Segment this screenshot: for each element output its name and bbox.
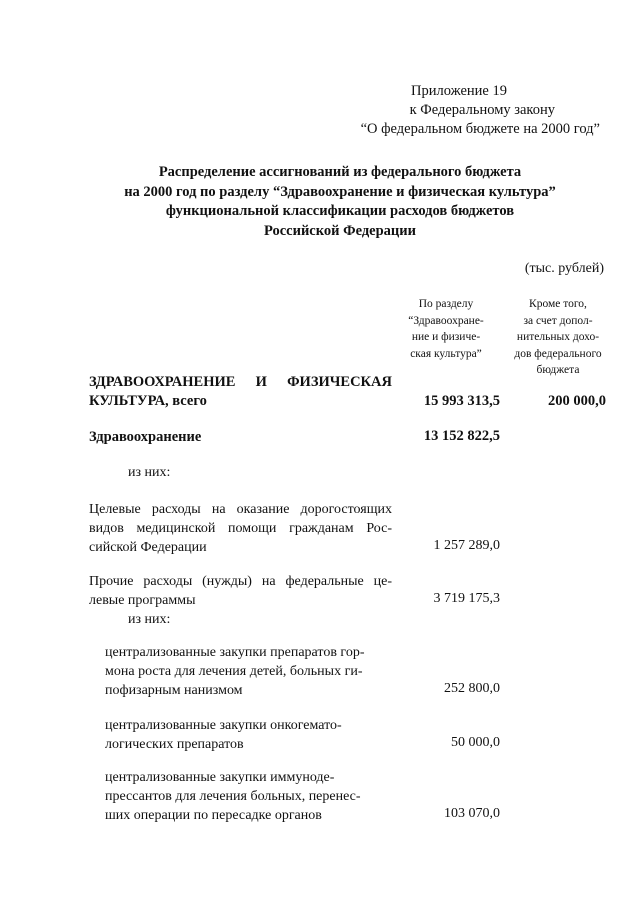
appendix-law-title: “О федеральном бюджете на 2000 год” [360,121,600,137]
row-total-label-line2: КУЛЬТУРА, всего [89,393,207,409]
column-header-line: По разделу [418,298,474,310]
appendix-header [300,82,600,139]
column-header-line: бюджета [536,364,580,376]
row-target-label [89,500,392,557]
word: Целевые [89,502,141,517]
word: помощи [228,521,277,536]
word: це- [373,574,392,589]
word: на [211,502,226,517]
word: расходы [143,574,193,589]
title-line: на 2000 год по разделу “Здравоохранение и физическая культура” [124,183,556,200]
column-header-additional [500,296,616,379]
row-other-value: 3 719 175,3 [433,591,500,606]
of-which-label: из них: [128,612,171,627]
title-line: функциональной классификации расходов бюджетов [165,203,515,219]
word: расходы [151,502,201,517]
word: ФИЗИЧЕСКАЯ [287,374,392,390]
word: ЗДРАВООХРАНЕНИЕ [89,374,236,390]
row-total-extra: 200 000,0 [548,393,606,409]
units-label: (тыс. рублей) [524,261,604,276]
column-header-line: Кроме того, [529,298,587,310]
column-header-line: за счет допол- [523,314,593,327]
row-total-label [89,373,392,411]
column-header-section [394,296,498,362]
row-health-value: 13 152 822,5 [423,428,500,444]
word: (нужды) [202,574,252,589]
row-growth-label: централизованные закупки препаратов гор- мона роста для лечения детей, больных ги- пофизарным нанизмом [105,645,365,698]
word: федеральные [285,574,364,589]
appendix-number: Приложение 19 [411,83,507,99]
column-header-line: дов федерального [514,347,602,360]
row-health-label: Здравоохранение [89,429,202,445]
row-target-value: 1 257 289,0 [433,538,500,553]
title-line: Распределение ассигнований из федерального бюджета [158,164,522,180]
row-other-label-line2: левые программы [89,593,196,608]
of-which-label: из них: [128,465,171,480]
word: И [255,374,267,390]
row-immuno-label: централизованные закупки иммуноде- прессантов для лечения больных, перенес- ших операции по пересадке органов [105,770,361,823]
word: на [261,574,276,589]
column-header-line: “Здравоохране- [408,314,484,327]
row-onco-value: 50 000,0 [451,735,500,750]
word: оказание [236,502,290,517]
word: медицинской [136,521,216,536]
column-header-line: нительных дохо- [516,331,600,343]
word: видов [89,521,124,536]
title-line: Российской Федерации [263,222,416,239]
word: Рос- [366,521,392,536]
document-title [60,163,620,241]
row-growth-value: 252 800,0 [444,681,500,696]
column-header-line: ская культура” [410,347,482,360]
word: дорогостоящих [300,502,392,517]
row-other-label [89,572,392,610]
row-onco-label: централизованные закупки онкогемато- логических препаратов [105,718,342,752]
row-target-label-line3: сийской Федерации [89,540,207,555]
appendix-law-ref: к Федеральному закону [409,102,555,118]
word: гражданам [289,521,354,536]
column-header-line: ние и физиче- [411,331,481,343]
row-immuno-value: 103 070,0 [444,806,500,821]
row-total-value: 15 993 313,5 [423,393,500,409]
word: Прочие [89,574,134,589]
